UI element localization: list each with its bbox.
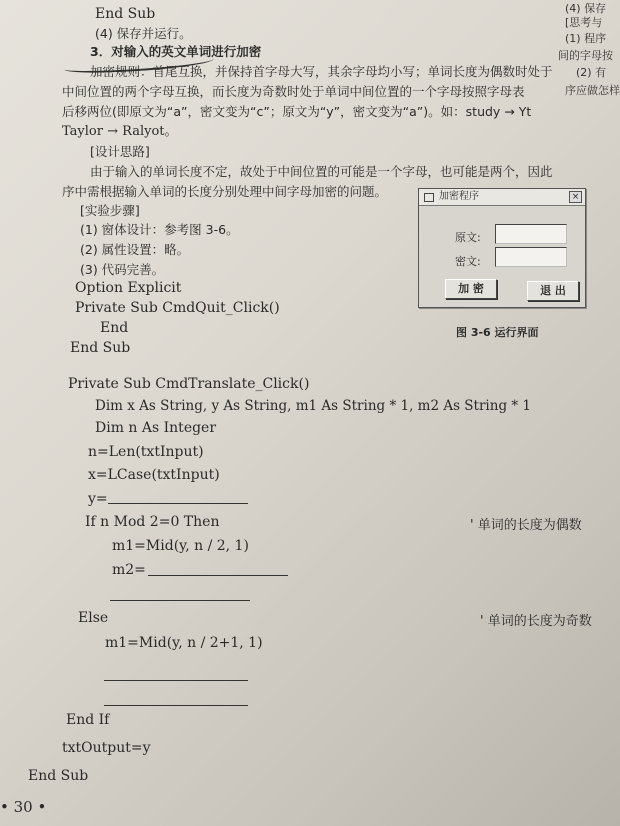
plaintext-label: 原文: (455, 231, 481, 244)
fill-blank-4[interactable] (104, 680, 248, 681)
step-3: (3) 代码完善。 (80, 262, 165, 277)
code-txtoutput: txtOutput=y (62, 740, 151, 756)
code-sub-quit: Private Sub CmdQuit_Click() (75, 300, 280, 316)
window-icon (424, 193, 434, 202)
rule-line-4: Taylor → Ralyot。 (62, 124, 178, 139)
rule-line-1: 加密规则：首尾互换，并保持首字母大写，其余字母均小写；单词长度为偶数时处于 (90, 64, 553, 79)
window-titlebar (419, 189, 585, 206)
encrypt-button[interactable]: 加 密 (445, 279, 497, 299)
figure-caption: 图 3-6 运行界面 (456, 326, 539, 339)
code-lcase: x=LCase(txtInput) (88, 467, 220, 483)
fill-blank-2[interactable] (148, 575, 288, 576)
right-fragment-3: (1) 程序 (565, 32, 607, 45)
step-2: (2) 属性设置：略。 (80, 242, 190, 257)
design-line-1: 由于输入的单词长度不定，故处于中间位置的可能是一个字母，也可能是两个，因此 (90, 164, 553, 179)
code-option-explicit: Option Explicit (75, 280, 182, 296)
fill-blank-5[interactable] (104, 705, 248, 706)
code-len: n=Len(txtInput) (88, 444, 204, 460)
fill-blank-3[interactable] (110, 600, 250, 601)
exit-button[interactable]: 退 出 (527, 281, 579, 301)
comment-even: ' 单词的长度为偶数 (470, 518, 582, 533)
right-fragment-5: (2) 有 (576, 66, 607, 79)
code-else: Else (78, 610, 109, 626)
code-end: End (100, 320, 129, 336)
encrypt-program-window (418, 188, 586, 308)
right-fragment-2: [思考与 (565, 16, 603, 29)
right-fragment-6: 序应做怎样 (565, 84, 620, 97)
design-line-2: 序中需根据输入单词的长度分别处理中间字母加密的问题。 (62, 184, 388, 199)
code-end-sub-2: End Sub (28, 768, 89, 784)
code-end-sub-top: End Sub (95, 6, 156, 22)
close-icon[interactable]: × (569, 191, 582, 203)
steps-heading: [实验步骤] (80, 203, 140, 218)
design-heading: [设计思路] (90, 144, 150, 159)
code-if-even: If n Mod 2=0 Then (85, 514, 220, 530)
rule-line-2: 中间位置的两个字母互换，而长度为奇数时处于单词中间位置的一个字母按照字母表 (62, 84, 525, 99)
section-heading: 3．对输入的英文单词进行加密 (90, 44, 262, 59)
right-fragment-1: (4) 保存 (565, 2, 607, 15)
code-dim-integer: Dim n As Integer (95, 420, 217, 436)
right-fragment-4: 间的字母按 (558, 49, 613, 62)
code-sub-translate: Private Sub CmdTranslate_Click() (68, 376, 310, 392)
window-title: 加密程序 (439, 191, 479, 202)
page-number: • 30 • (0, 798, 47, 816)
rule-line-3: 后移两位(即原文为“a”，密文变为“c”；原文为“y”，密文变为“a”)。如：study → Yt (62, 104, 532, 119)
fill-blank-1[interactable] (108, 503, 248, 504)
code-end-sub-1: End Sub (70, 340, 131, 356)
ciphertext-output[interactable] (495, 247, 567, 267)
save-run-step: (4) 保存并运行。 (95, 26, 192, 41)
code-m1-even: m1=Mid(y, n / 2, 1) (112, 538, 249, 554)
code-dim-strings: Dim x As String, y As String, m1 As String * 1, m2 As String * 1 (95, 398, 532, 414)
code-y-assign: y= (88, 491, 108, 507)
plaintext-input[interactable] (495, 224, 567, 244)
code-m2-assign: m2= (112, 562, 146, 578)
ciphertext-label: 密文: (455, 255, 481, 268)
step-1: (1) 窗体设计：参考图 3-6。 (80, 222, 239, 237)
comment-odd: ' 单词的长度为奇数 (480, 614, 592, 629)
code-end-if: End If (66, 712, 110, 728)
code-m1-odd: m1=Mid(y, n / 2+1, 1) (105, 635, 263, 651)
